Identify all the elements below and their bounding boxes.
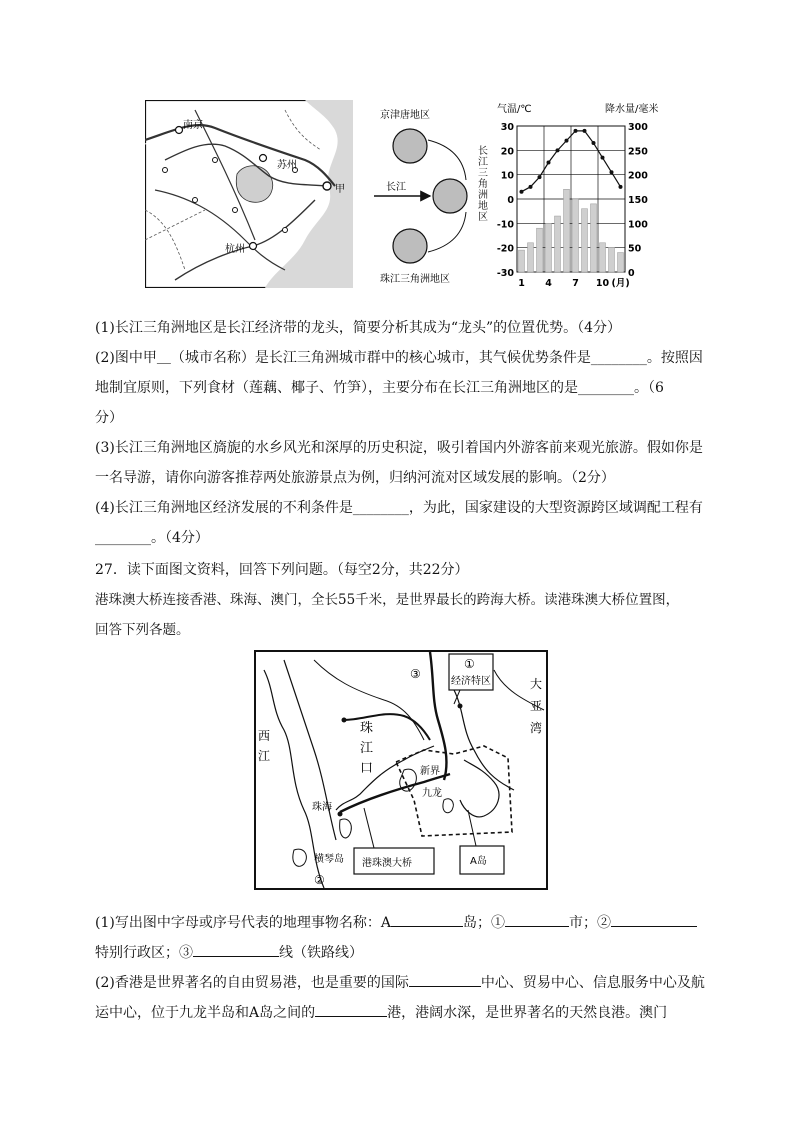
temp-tick-label: 0 (507, 195, 514, 206)
map-label-hangzhou: 杭州 (225, 244, 245, 255)
q27-1-line-1 (95, 912, 715, 933)
regions-diagram (372, 100, 492, 288)
blank-railway-3[interactable] (193, 942, 279, 957)
temperature-point (583, 129, 587, 133)
map2-label-xi: 西 (258, 729, 271, 743)
chart-right-title: 降水量/毫米 (605, 104, 659, 115)
temperature-point (592, 141, 596, 145)
month-tick-label: 10 (595, 278, 610, 289)
precip-bar (555, 216, 561, 272)
precip-bar (564, 189, 570, 272)
yangtze-delta-map (145, 100, 353, 288)
q26-line-5: (3)长江三角洲地区旖旎的水乡风光和深厚的历史积淀，吸引着国内外游客前来观光旅游。假如你是 (95, 440, 703, 456)
precip-tick-label: 300 (628, 122, 648, 133)
month-tick-label: 4 (545, 278, 552, 289)
temperature-point (619, 185, 623, 189)
map-label-jia: 甲 (335, 184, 345, 195)
temperature-point (529, 185, 533, 189)
blank-center[interactable] (409, 972, 481, 987)
map2-label-wan: 湾 (530, 721, 543, 735)
precip-tick-label: 250 (628, 146, 648, 158)
temp-tick-label: 20 (500, 146, 514, 158)
map2-label-xinjie: 新界 (420, 766, 440, 777)
climate-chart (495, 100, 665, 300)
q27-2-text-a: (2)香港是世界著名的自由贸易港，也是重要的国际 (95, 975, 409, 991)
temp-tick-label: 30 (500, 122, 514, 133)
map2-label-jiang2: 江 (360, 741, 374, 756)
q27-intro-2: 回答下列各题。 (95, 622, 190, 638)
q27-1-text-e: 线（铁路线） (279, 945, 363, 961)
temp-tick-label: -30 (496, 268, 514, 279)
month-tick-label: 7 (572, 278, 579, 289)
map2-label-3: ③ (410, 667, 421, 681)
map2-label-sez: 经济特区 (451, 676, 491, 687)
precip-bar (600, 243, 606, 272)
diagram-side-label: 长江三角洲地区 (478, 146, 488, 223)
map2-label-jiang: 江 (258, 749, 271, 763)
diagram-label-changjiang: 长江 (386, 182, 406, 193)
precip-bar (537, 228, 543, 272)
map-label-nanjing: 南京 (183, 120, 203, 131)
diagram-label-zhujiang: 珠江三角洲地区 (380, 274, 450, 285)
q26-line-6: 一名导游，请你向游客推荐两处旅游景点为例，归纳河流对区域发展的影响。（2分） (95, 470, 615, 486)
map-label-suzhou: 苏州 (277, 160, 297, 171)
precip-bar (618, 253, 624, 272)
map2-label-a-island: A岛 (470, 856, 487, 867)
map2-label-bridge: 港珠澳大桥 (362, 858, 412, 869)
precip-tick-label: 0 (628, 268, 635, 279)
temperature-point (538, 175, 542, 179)
temperature-point (556, 148, 560, 152)
map2-label-jiulong: 九龙 (422, 788, 442, 799)
precip-tick-label: 150 (628, 195, 648, 206)
temperature-point (547, 161, 551, 165)
precip-bar (546, 223, 552, 272)
temperature-point (565, 139, 569, 143)
q27-1-text-d: 特别行政区；③ (95, 945, 193, 961)
temp-tick-label: -20 (496, 243, 514, 255)
q27-2-text-c: 运中心，位于九龙半岛和A岛之间的 (95, 1005, 316, 1021)
month-unit-label: (月) (611, 278, 630, 289)
q27-2-text-d: 港，港阔水深，是世界著名的天然良港。澳门 (387, 1005, 668, 1021)
q26-line-4: 分） (95, 410, 123, 426)
hzmb-location-map (254, 650, 548, 890)
precip-bar (528, 243, 534, 272)
q27-2-line-2 (95, 1002, 715, 1023)
map2-label-kou: 口 (360, 761, 374, 776)
diagram-label-jingjintang: 京津唐地区 (380, 110, 430, 121)
precip-bar (582, 209, 588, 272)
month-tick-label: 1 (518, 278, 525, 289)
precip-bar (591, 204, 597, 272)
map2-label-ya: 亚 (530, 699, 543, 713)
map2-label-da: 大 (530, 677, 543, 691)
precip-bar (609, 248, 615, 272)
temperature-point (610, 170, 614, 174)
blank-region-2[interactable] (611, 912, 697, 927)
temp-tick-label: -10 (496, 219, 514, 231)
blank-city-1[interactable] (505, 912, 569, 927)
map2-label-2: ② (314, 873, 325, 887)
q27-2-text-b: 中心、贸易中心、信息服务中心及航 (480, 975, 705, 991)
precip-tick-label: 50 (628, 243, 642, 255)
blank-a-island[interactable] (391, 912, 463, 927)
q27-1-line-2 (95, 942, 715, 963)
q27-intro-1: 港珠澳大桥连接香港、珠海、澳门，全长55千米，是世界最长的跨海大桥。读港珠澳大桥位置图， (95, 592, 680, 608)
q27-title: 27．读下面图文资料，回答下列问题。（每空2分，共22分） (95, 562, 469, 578)
temperature-point (601, 156, 605, 160)
q26-line-1: (1)长江三角洲地区是长江经济带的龙头，简要分析其成为“龙头”的位置优势。（4分） (95, 320, 622, 336)
chart-left-title: 气温/℃ (497, 104, 532, 115)
q27-1-text-a: (1)写出图中字母或序号代表的地理事物名称：A (95, 915, 391, 931)
q26-line-7: (4)长江三角洲地区经济发展的不利条件是________，为此，国家建设的大型资源跨区域调配工程有 (95, 500, 703, 516)
temperature-point (520, 190, 524, 194)
precip-tick-label: 200 (628, 170, 648, 182)
temperature-point (574, 129, 578, 133)
q26-line-8: ________。（4分） (95, 530, 209, 546)
precip-tick-label: 100 (628, 219, 648, 231)
blank-harbor[interactable] (315, 1002, 387, 1017)
map2-label-zhuhai: 珠海 (312, 802, 332, 813)
q27-2-line-1 (95, 972, 715, 993)
map2-label-1: ① (464, 657, 475, 671)
q26-line-2: (2)图中甲＿（城市名称）是长江三角洲城市群中的核心城市，其气候优势条件是________。按照因 (95, 350, 703, 366)
map2-label-zhu: 珠 (360, 721, 374, 736)
q26-line-3: 地制宜原则，下列食材（莲藕、椰子、竹笋），主要分布在长江三角洲地区的是________。（6 (95, 380, 664, 396)
q27-1-text-b: 岛；① (462, 915, 505, 931)
map2-label-hengqin: 横琴岛 (314, 854, 344, 865)
temp-tick-label: 10 (500, 170, 514, 182)
precip-bar (519, 250, 525, 272)
precip-bar (573, 199, 579, 272)
q27-1-text-c: 市；② (568, 915, 611, 931)
